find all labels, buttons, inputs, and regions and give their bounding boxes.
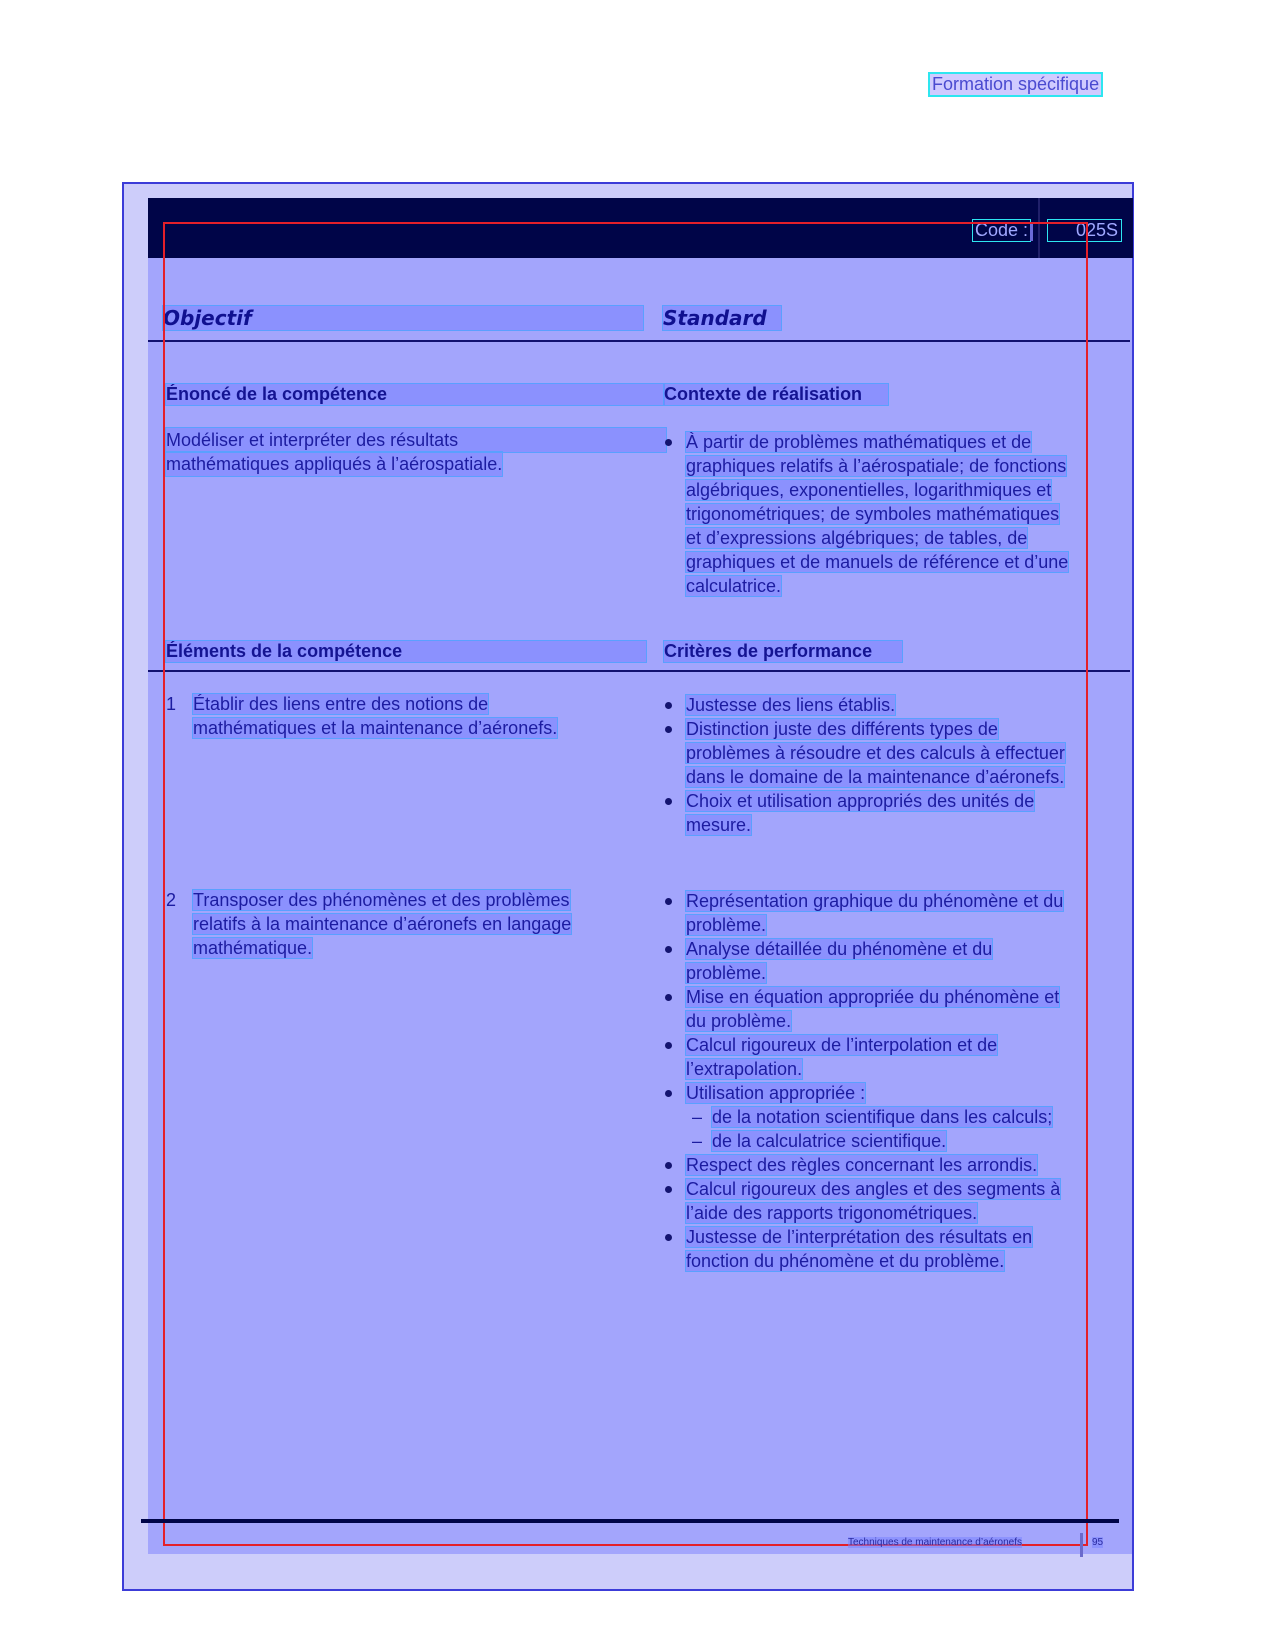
criterion-line: Analyse détaillée du phénomène et du xyxy=(686,939,993,959)
contexte-line: graphiques relatifs à l’aérospatiale; de fonctions xyxy=(686,456,1067,476)
contexte-heading: Contexte de réalisation xyxy=(664,384,888,405)
standard-title: Standard xyxy=(663,306,781,330)
sub-criterion-item xyxy=(688,1129,1133,1153)
elements-heading: Éléments de la compétence xyxy=(166,641,646,662)
bullet-icon xyxy=(665,898,672,905)
criterion-item xyxy=(663,937,1133,985)
bullet-icon xyxy=(665,798,672,805)
element-2 xyxy=(166,888,666,960)
bullet-icon xyxy=(665,946,672,953)
dash-icon: – xyxy=(692,1107,703,1127)
running-header: Formation spécifique xyxy=(932,74,1100,94)
footer-program: Techniques de maintenance d’aéronefs xyxy=(848,1537,1023,1548)
sub-criterion-line: de la calculatrice scientifique. xyxy=(712,1131,947,1151)
criterion-line: Respect des règles concernant les arrondis. xyxy=(686,1155,1038,1175)
bullet-icon xyxy=(665,1186,672,1193)
footer-rule xyxy=(141,1519,1119,1523)
criterion-item xyxy=(663,1177,1133,1225)
contexte-line: et d’expressions algébriques; de tables, de xyxy=(686,528,1028,548)
criterion-item xyxy=(663,1153,1133,1177)
contexte-line: algébriques, exponentielles, logarithmiques et xyxy=(686,480,1052,500)
contexte-block xyxy=(663,430,1133,598)
criterion-line: l’extrapolation. xyxy=(686,1059,803,1079)
criterion-item xyxy=(663,1081,1133,1153)
dash-icon: – xyxy=(692,1131,703,1151)
criterion-line: problème. xyxy=(686,915,767,935)
criterion-line: l’aide des rapports trigonométriques. xyxy=(686,1203,978,1223)
criterion-line: mesure. xyxy=(686,815,752,835)
banner-separator xyxy=(1038,198,1040,258)
element-line: mathématique. xyxy=(193,938,313,958)
criterion-item xyxy=(663,789,1133,837)
criteres-heading: Critères de performance xyxy=(664,641,902,662)
bullet-icon xyxy=(665,1234,672,1241)
criterion-item xyxy=(663,693,1133,717)
footer-divider xyxy=(1080,1533,1083,1557)
criterion-line: Utilisation appropriée : xyxy=(686,1083,866,1103)
element-line: relatifs à la maintenance d’aéronefs en langage xyxy=(193,914,572,934)
contexte-line: calculatrice. xyxy=(686,576,782,596)
code-divider xyxy=(1030,223,1033,241)
bullet-icon xyxy=(665,1042,672,1049)
contexte-item xyxy=(663,430,1133,598)
bullet-icon xyxy=(665,726,672,733)
criterion-line: Distinction juste des différents types de xyxy=(686,719,998,739)
enonce-text xyxy=(166,428,666,476)
criterion-item xyxy=(663,717,1133,789)
contexte-line: trigonométriques; de symboles mathématiques xyxy=(686,504,1060,524)
page-number: 95 xyxy=(1092,1537,1104,1548)
bullet-icon xyxy=(665,1162,672,1169)
bullet-icon xyxy=(665,439,672,446)
criterion-line: fonction du phénomène et du problème. xyxy=(686,1251,1005,1271)
criterion-item xyxy=(663,985,1133,1033)
criterion-item xyxy=(663,1033,1133,1081)
element-line: mathématiques et la maintenance d’aéronefs. xyxy=(193,718,558,738)
sub-criterion-item xyxy=(688,1105,1133,1129)
sub-criterion-line: de la notation scientifique dans les calculs; xyxy=(712,1107,1053,1127)
enonce-heading: Énoncé de la compétence xyxy=(166,384,664,405)
criterion-line: Justesse des liens établis. xyxy=(686,695,896,715)
contexte-line: graphiques et de manuels de référence et d’une xyxy=(686,552,1069,572)
criterion-line: Choix et utilisation appropriés des unités de xyxy=(686,791,1035,811)
bullet-icon xyxy=(665,1090,672,1097)
criterion-line: Mise en équation appropriée du phénomène et xyxy=(686,987,1060,1007)
element-line: Établir des liens entre des notions de xyxy=(193,694,489,714)
criterion-line: Représentation graphique du phénomène et du xyxy=(686,891,1064,911)
criterion-line: problème. xyxy=(686,963,767,983)
element-number: 1 xyxy=(166,694,177,714)
elements-rule xyxy=(148,670,1130,672)
element-line: Transposer des phénomènes et des problèmes xyxy=(193,890,570,910)
bullet-icon xyxy=(665,994,672,1001)
contexte-line: À partir de problèmes mathématiques et de xyxy=(686,432,1032,452)
criterion-line: problèmes à résoudre et des calculs à effectuer xyxy=(686,743,1065,763)
title-rule xyxy=(148,340,1130,342)
criteria-1 xyxy=(663,693,1133,837)
element-1 xyxy=(166,692,666,740)
enonce-line: Modéliser et interpréter des résultats xyxy=(166,428,666,452)
criterion-item xyxy=(663,1225,1133,1273)
code-label: Code : xyxy=(975,220,1029,240)
criteria-2 xyxy=(663,889,1133,1273)
criterion-line: Calcul rigoureux des angles et des segments à xyxy=(686,1179,1061,1199)
element-number: 2 xyxy=(166,890,177,910)
bullet-icon xyxy=(665,702,672,709)
criterion-line: du problème. xyxy=(686,1011,792,1031)
code-value: 025S xyxy=(1048,220,1121,241)
objectif-title: Objectif xyxy=(163,306,643,330)
criterion-item xyxy=(663,889,1133,937)
criterion-line: Calcul rigoureux de l’interpolation et de xyxy=(686,1035,998,1055)
criterion-line: dans le domaine de la maintenance d’aéronefs. xyxy=(686,767,1065,787)
criterion-line: Justesse de l’interprétation des résultats en xyxy=(686,1227,1033,1247)
enonce-line: mathématiques appliqués à l’aérospatiale. xyxy=(166,454,503,474)
